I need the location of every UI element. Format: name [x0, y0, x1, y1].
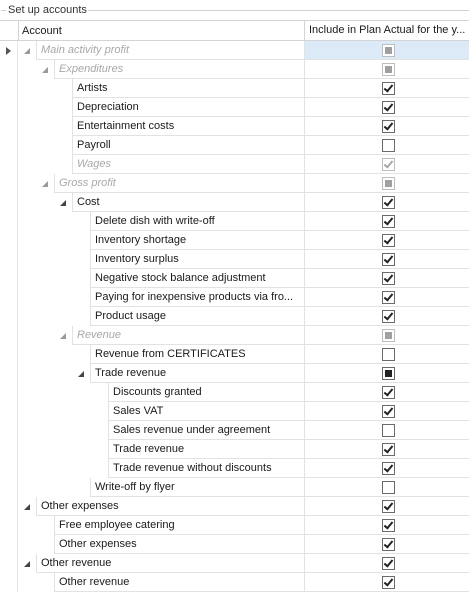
checkmark-icon	[384, 196, 394, 206]
include-cell[interactable]	[304, 459, 469, 478]
include-cell[interactable]	[304, 364, 469, 383]
expand-collapse-icon[interactable]	[20, 554, 36, 573]
collapse-triangle-icon	[78, 371, 84, 377]
include-cell[interactable]	[304, 174, 469, 193]
row-indicator[interactable]	[0, 117, 18, 136]
account-name[interactable]: Cost	[72, 193, 304, 212]
tree-row[interactable]	[0, 573, 469, 592]
include-cell[interactable]	[304, 98, 469, 117]
include-cell[interactable]	[304, 516, 469, 535]
tree-row[interactable]	[0, 307, 469, 326]
include-checkbox[interactable]	[382, 234, 395, 247]
tree-row[interactable]	[0, 41, 469, 60]
include-checkbox[interactable]	[382, 101, 395, 114]
row-indicator[interactable]	[0, 212, 18, 231]
include-cell[interactable]	[304, 193, 469, 212]
account-name[interactable]: Sales revenue under agreement	[108, 421, 304, 440]
expand-collapse-icon[interactable]	[56, 326, 72, 345]
collapse-triangle-icon	[42, 67, 48, 73]
row-indicator[interactable]	[0, 554, 18, 573]
checkmark-icon	[384, 500, 394, 510]
include-checkbox[interactable]	[382, 462, 395, 475]
tree-row[interactable]	[0, 459, 469, 478]
include-cell[interactable]	[304, 155, 469, 174]
collapse-triangle-icon	[24, 504, 30, 510]
collapse-triangle-icon	[24, 561, 30, 567]
row-indicator[interactable]	[0, 421, 18, 440]
include-cell[interactable]	[304, 421, 469, 440]
row-indicator[interactable]	[0, 250, 18, 269]
checkmark-icon	[384, 120, 394, 130]
include-checkbox[interactable]	[382, 82, 395, 95]
include-cell[interactable]	[304, 117, 469, 136]
account-name[interactable]: Free employee catering	[54, 516, 304, 535]
account-name[interactable]: Inventory surplus	[90, 250, 304, 269]
include-cell[interactable]	[304, 383, 469, 402]
checkmark-icon	[384, 310, 394, 320]
accounts-tree-grid[interactable]	[0, 20, 469, 592]
tree-row[interactable]	[0, 345, 469, 364]
include-checkbox[interactable]	[382, 215, 395, 228]
tree-row[interactable]	[0, 269, 469, 288]
account-name[interactable]: Negative stock balance adjustment	[90, 269, 304, 288]
row-indicator[interactable]	[0, 60, 18, 79]
tree-row[interactable]	[0, 554, 469, 573]
account-name[interactable]: Payroll	[72, 136, 304, 155]
checkmark-icon	[384, 386, 394, 396]
account-name[interactable]: Main activity profit	[36, 41, 304, 60]
account-name[interactable]: Trade revenue	[108, 440, 304, 459]
include-checkbox[interactable]	[382, 139, 395, 152]
include-checkbox[interactable]	[382, 310, 395, 323]
checkmark-icon	[384, 253, 394, 263]
include-cell[interactable]	[304, 478, 469, 497]
include-checkbox[interactable]	[382, 348, 395, 361]
expand-collapse-icon[interactable]	[56, 193, 72, 212]
account-name[interactable]: Product usage	[90, 307, 304, 326]
grid-rows	[0, 41, 469, 592]
account-name[interactable]: Depreciation	[72, 98, 304, 117]
include-cell[interactable]	[304, 250, 469, 269]
checkmark-icon	[384, 215, 394, 225]
row-indicator[interactable]	[0, 535, 18, 554]
account-name[interactable]: Trade revenue without discounts	[108, 459, 304, 478]
checkmark-icon	[384, 101, 394, 111]
column-header-account[interactable]: Account	[22, 25, 62, 37]
include-checkbox[interactable]	[382, 481, 395, 494]
row-indicator[interactable]	[0, 440, 18, 459]
tree-row[interactable]	[0, 326, 469, 345]
focused-row-arrow-icon	[6, 47, 11, 55]
include-checkbox[interactable]	[382, 443, 395, 456]
include-checkbox[interactable]	[382, 424, 395, 437]
row-indicator[interactable]	[0, 41, 18, 60]
tree-row[interactable]	[0, 79, 469, 98]
expand-collapse-icon[interactable]	[74, 364, 90, 383]
row-indicator[interactable]	[0, 402, 18, 421]
include-cell[interactable]	[304, 497, 469, 516]
row-indicator[interactable]	[0, 383, 18, 402]
row-indicator[interactable]	[0, 79, 18, 98]
tree-row[interactable]	[0, 212, 469, 231]
tree-row[interactable]	[0, 231, 469, 250]
tree-row[interactable]	[0, 440, 469, 459]
collapse-triangle-icon	[60, 333, 66, 339]
include-cell[interactable]	[304, 307, 469, 326]
tree-row[interactable]	[0, 288, 469, 307]
tree-row[interactable]	[0, 174, 469, 193]
account-name[interactable]: Paying for inexpensive products via fro...	[90, 288, 304, 307]
include-cell[interactable]	[304, 345, 469, 364]
include-cell[interactable]	[304, 535, 469, 554]
include-cell[interactable]	[304, 288, 469, 307]
checkmark-icon	[384, 405, 394, 415]
row-indicator[interactable]	[0, 231, 18, 250]
include-checkbox[interactable]	[382, 272, 395, 285]
tree-row[interactable]	[0, 98, 469, 117]
account-name[interactable]: Write-off by flyer	[90, 478, 304, 497]
include-cell[interactable]	[304, 326, 469, 345]
row-indicator[interactable]	[0, 288, 18, 307]
include-cell[interactable]	[304, 573, 469, 592]
checkmark-icon	[384, 291, 394, 301]
column-header-include[interactable]: Include in Plan Actual for the y...	[304, 21, 469, 40]
account-name[interactable]: Wages	[72, 155, 304, 174]
include-checkbox	[382, 63, 395, 76]
include-checkbox[interactable]	[382, 557, 395, 570]
expand-collapse-icon[interactable]	[20, 497, 36, 516]
include-checkbox[interactable]	[382, 576, 395, 589]
include-cell[interactable]	[304, 231, 469, 250]
row-indicator-header	[0, 21, 19, 40]
tree-row[interactable]	[0, 250, 469, 269]
section-divider	[88, 10, 469, 11]
row-indicator[interactable]	[0, 174, 18, 193]
checkmark-icon	[384, 82, 394, 92]
include-checkbox[interactable]	[382, 386, 395, 399]
expand-collapse-icon[interactable]	[20, 41, 36, 60]
row-indicator[interactable]	[0, 573, 18, 592]
account-name[interactable]: Gross profit	[54, 174, 304, 193]
checkmark-icon	[384, 272, 394, 282]
indeterminate-square-icon	[385, 47, 392, 54]
include-checkbox[interactable]	[382, 120, 395, 133]
row-indicator[interactable]	[0, 326, 18, 345]
checkmark-icon	[384, 443, 394, 453]
row-indicator[interactable]	[0, 307, 18, 326]
checkmark-icon	[384, 557, 394, 567]
account-name[interactable]: Artists	[72, 79, 304, 98]
tree-row[interactable]	[0, 193, 469, 212]
include-checkbox[interactable]	[382, 538, 395, 551]
tree-row[interactable]	[0, 136, 469, 155]
include-checkbox[interactable]	[382, 519, 395, 532]
tree-row[interactable]	[0, 535, 469, 554]
indeterminate-square-icon	[385, 180, 392, 187]
include-checkbox[interactable]	[382, 367, 395, 380]
include-checkbox[interactable]	[382, 196, 395, 209]
include-checkbox	[382, 329, 395, 342]
row-indicator[interactable]	[0, 459, 18, 478]
checkmark-icon	[384, 538, 394, 548]
collapse-triangle-icon	[24, 48, 30, 54]
section-header	[0, 0, 469, 20]
include-checkbox[interactable]	[382, 405, 395, 418]
grid-header	[0, 21, 469, 41]
row-indicator[interactable]	[0, 155, 18, 174]
tree-row[interactable]	[0, 383, 469, 402]
include-cell[interactable]	[304, 554, 469, 573]
expand-collapse-icon[interactable]	[38, 60, 54, 79]
tree-row[interactable]	[0, 497, 469, 516]
include-cell[interactable]	[304, 402, 469, 421]
include-cell[interactable]	[304, 440, 469, 459]
row-indicator[interactable]	[0, 345, 18, 364]
tree-row[interactable]	[0, 364, 469, 383]
account-name[interactable]: Inventory shortage	[90, 231, 304, 250]
include-cell[interactable]	[304, 41, 469, 60]
include-checkbox	[382, 158, 395, 171]
include-checkbox	[382, 177, 395, 190]
tree-row[interactable]	[0, 117, 469, 136]
include-checkbox[interactable]	[382, 291, 395, 304]
account-name[interactable]: Trade revenue	[90, 364, 304, 383]
include-checkbox[interactable]	[382, 500, 395, 513]
account-name[interactable]: Expenditures	[54, 60, 304, 79]
row-indicator[interactable]	[0, 269, 18, 288]
tree-row[interactable]	[0, 421, 469, 440]
account-name[interactable]: Delete dish with write-off	[90, 212, 304, 231]
account-name[interactable]: Discounts granted	[108, 383, 304, 402]
account-name[interactable]: Sales VAT	[108, 402, 304, 421]
indeterminate-square-icon	[385, 66, 392, 73]
section-divider-left	[1, 10, 6, 11]
indeterminate-square-icon	[385, 370, 392, 377]
checkmark-icon	[384, 234, 394, 244]
row-indicator[interactable]	[0, 136, 18, 155]
include-cell[interactable]	[304, 136, 469, 155]
checkmark-icon	[384, 158, 394, 168]
row-indicator[interactable]	[0, 516, 18, 535]
include-checkbox[interactable]	[382, 253, 395, 266]
account-name[interactable]: Other revenue	[36, 554, 304, 573]
include-checkbox	[382, 44, 395, 57]
include-cell[interactable]	[304, 269, 469, 288]
tree-row[interactable]	[0, 516, 469, 535]
collapse-triangle-icon	[60, 200, 66, 206]
account-name[interactable]: Revenue from CERTIFICATES	[90, 345, 304, 364]
account-name[interactable]: Other expenses	[36, 497, 304, 516]
include-cell[interactable]	[304, 212, 469, 231]
indeterminate-square-icon	[385, 332, 392, 339]
row-indicator[interactable]	[0, 193, 18, 212]
row-indicator[interactable]	[0, 497, 18, 516]
include-cell[interactable]	[304, 79, 469, 98]
collapse-triangle-icon	[42, 181, 48, 187]
checkmark-icon	[384, 519, 394, 529]
checkmark-icon	[384, 576, 394, 586]
tree-row[interactable]	[0, 60, 469, 79]
row-indicator[interactable]	[0, 478, 18, 497]
tree-row[interactable]	[0, 155, 469, 174]
expand-collapse-icon[interactable]	[38, 174, 54, 193]
section-title: Set up accounts	[8, 4, 91, 16]
include-cell[interactable]	[304, 60, 469, 79]
tree-row[interactable]	[0, 478, 469, 497]
account-name[interactable]: Other revenue	[54, 573, 304, 592]
row-indicator[interactable]	[0, 98, 18, 117]
account-name[interactable]: Other expenses	[54, 535, 304, 554]
account-name[interactable]: Revenue	[72, 326, 304, 345]
checkmark-icon	[384, 462, 394, 472]
row-indicator[interactable]	[0, 364, 18, 383]
tree-row[interactable]	[0, 402, 469, 421]
account-name[interactable]: Entertainment costs	[72, 117, 304, 136]
